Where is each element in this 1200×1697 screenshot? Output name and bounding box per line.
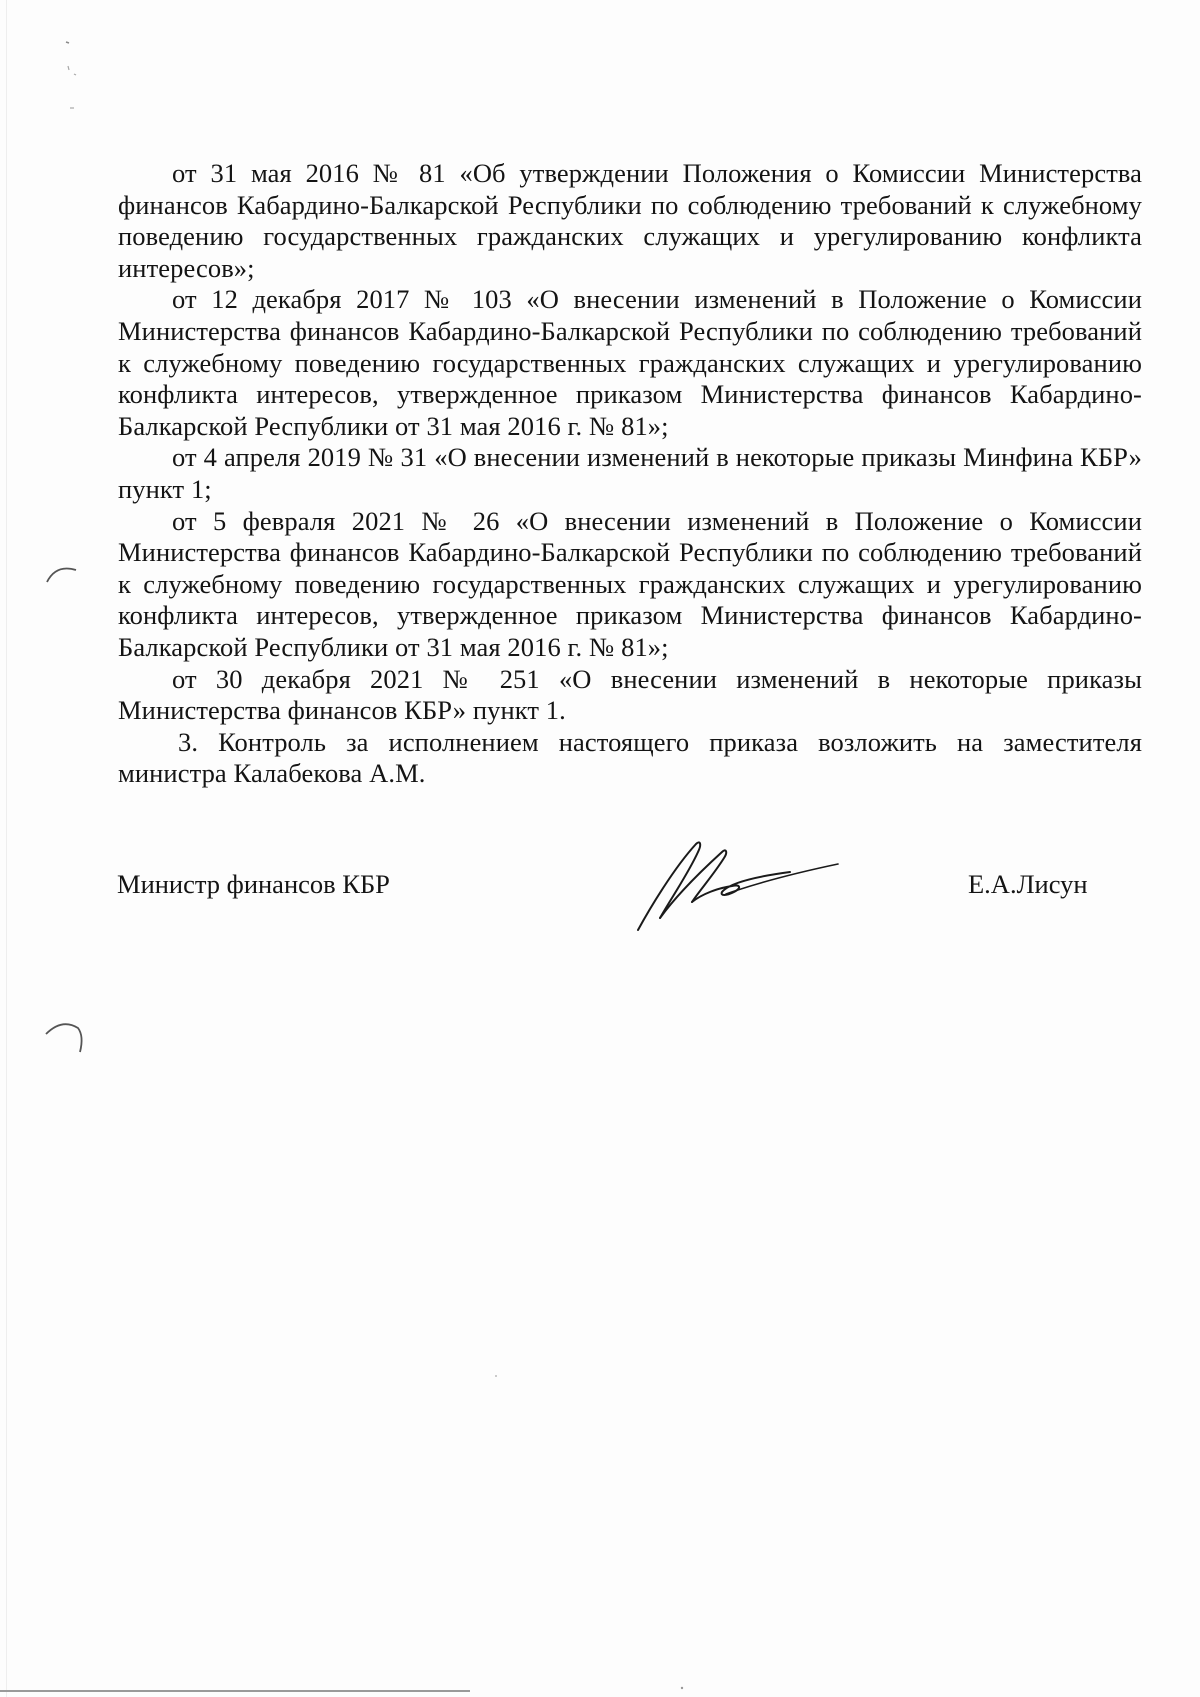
paragraph-control-clause: 3. Контроль за исполнением настоящего приказа возложить на заместителя министра Калабекова А.М. bbox=[118, 726, 1142, 789]
signer-position-title: Министр финансов КБР bbox=[117, 869, 390, 899]
scan-speck bbox=[490, 1370, 502, 1382]
punch-hole-arc-upper bbox=[44, 560, 84, 590]
scan-speck bbox=[676, 1682, 688, 1694]
paragraph-order-103: от 12 декабря 2017 № 103 «О внесении изменений в Положение о Комиссии Министерства финансов Кабардино-Балкарской Республики по соблюдению требований к служебному поведению государственных гражданских служащих и урегулированию конфликта интересов, утвержденное приказом Министерства финансов Кабардино-Балкарской Республики от 31 мая 2016 г. № 81»; bbox=[118, 284, 1142, 441]
signer-name: Е.А.Лисун bbox=[968, 869, 1088, 899]
paragraph-order-31: от 4 апреля 2019 № 31 «О внесении изменений в некоторые приказы Минфина КБР» пункт 1; bbox=[118, 442, 1142, 504]
handwritten-signature bbox=[630, 838, 850, 938]
paragraph-order-26: от 5 февраля 2021 № 26 «О внесении изменений в Положение о Комиссии Министерства финансов Кабардино-Балкарской Республики по соблюдению требований к служебному поведению государственных гражданских служащих и урегулированию конфликта интересов, утвержденное приказом Министерства финансов Кабардино-Балкарской Республики от 31 мая 2016 г. № 81»; bbox=[118, 505, 1142, 662]
order-body-text bbox=[118, 158, 1142, 790]
scan-bottom-edge-line bbox=[0, 1690, 470, 1692]
paragraph-order-251: от 30 декабря 2021 № 251 «О внесении изменений в некоторые приказы Министерства финансов КБР» пункт 1. bbox=[118, 663, 1142, 726]
scan-edge-line bbox=[6, 0, 7, 1697]
punch-hole-arc-lower bbox=[44, 1016, 90, 1062]
paragraph-order-81: от 31 мая 2016 № 81 «Об утверждении Положения о Комиссии Министерства финансов Кабардино-Балкарской Республики по соблюдению требований к служебному поведению государственных гражданских служащих и урегулированию конфликта интересов»; bbox=[118, 158, 1142, 283]
scan-artifact-top bbox=[60, 38, 90, 118]
